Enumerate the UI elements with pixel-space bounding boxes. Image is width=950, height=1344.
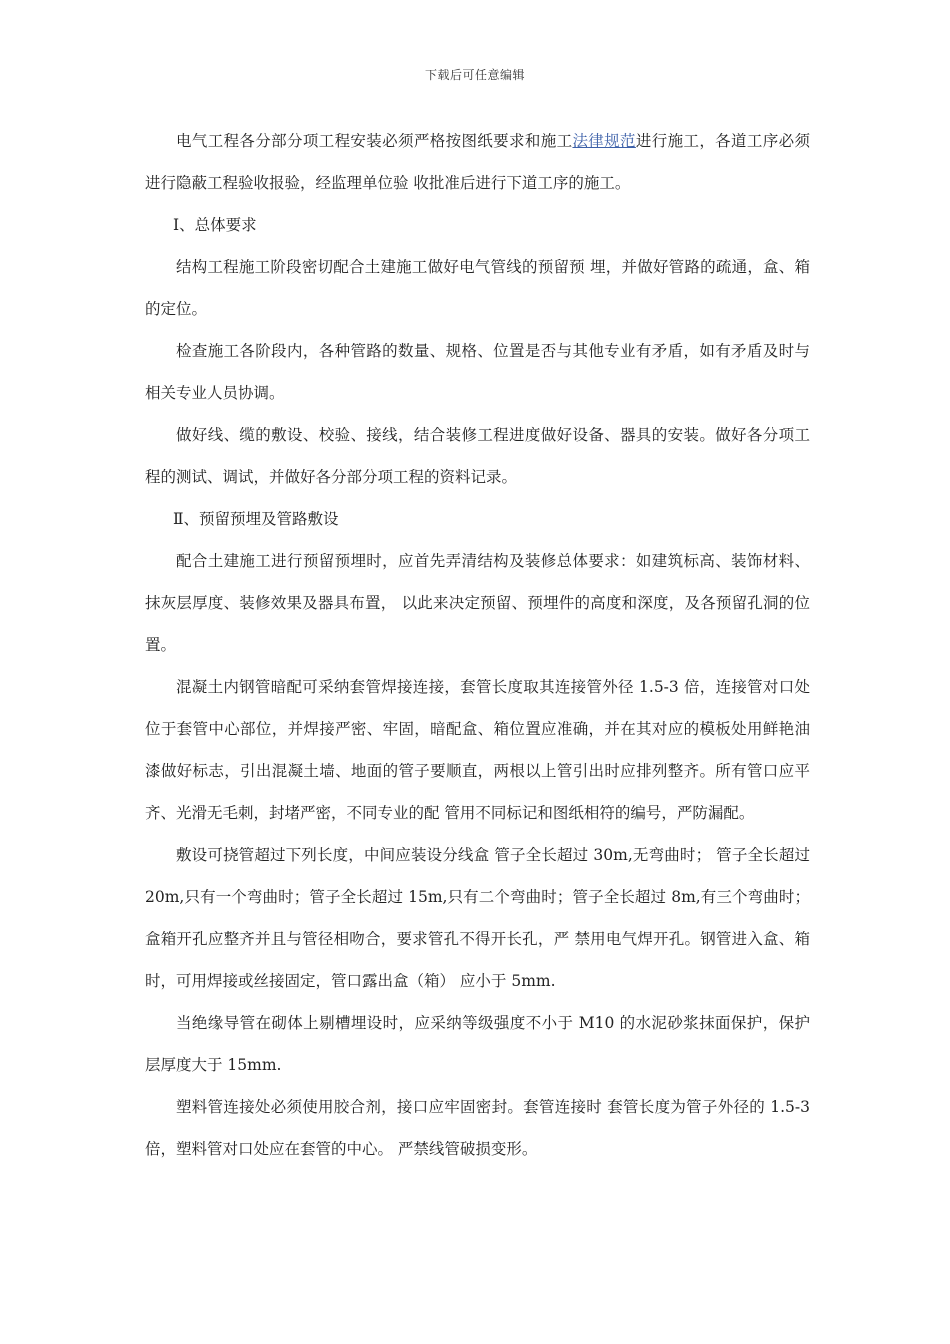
paragraph-intro-text-end: 进行施工，各道工序必须进行隐蔽工程验收报验，经监理单位验 收批准后进行下道工序的施工。 <box>145 132 810 192</box>
section-heading-general-requirements: Ⅰ、总体要求 <box>173 216 257 234</box>
section-heading-embedding-and-pipes: Ⅱ、预留预埋及管路敷设 <box>173 510 339 528</box>
paragraph-pipe-inspection: 检查施工各阶段内，各种管路的数量、规格、位置是否与其他专业有矛盾，如有矛盾及时与相关专业人员协调。 <box>145 342 810 402</box>
law-regulation-link[interactable]: 法律规范 <box>572 132 636 150</box>
paragraph-embedding-requirements: 配合土建施工进行预留预埋时，应首先弄清结构及装修总体要求：如建筑标高、装饰材料、抹灰层厚度、装修效果及器具布置， 以此来决定预留、预埋件的高度和深度，及各预留孔洞的位置。 <box>145 552 810 654</box>
document-body <box>145 120 810 1170</box>
paragraph-flexible-pipe: 敷设可挠管超过下列长度，中间应装设分线盒 管子全长超过 30m,无弯曲时； 管子全长超过 20m,只有一个弯曲时；管子全长超过 15m,只有二个弯曲时；管子全长超过 8m,有三个弯曲时；盒箱开孔应整齐并且与管径相吻合，要求管孔不得开长孔，严 禁用电气焊开孔。钢管进入盒、箱时，可用焊接或丝接固定，管口露出盒（箱） 应小于 5mm. <box>145 846 810 990</box>
page-header: 下载后可任意编辑 <box>424 68 525 82</box>
paragraph-cable-laying: 做好线、缆的敷设、校验、接线，结合装修工程进度做好设备、器具的安装。做好各分项工程的测试、调试，并做好各分部分项工程的资料记录。 <box>145 426 810 486</box>
paragraph-insulating-conduit: 当绝缘导管在砌体上剔槽埋设时，应采纳等级强度不小于 M10 的水泥砂浆抹面保护，保护层厚度大于 15mm. <box>145 1014 810 1074</box>
paragraph-intro <box>145 120 810 204</box>
paragraph-structure-coordination: 结构工程施工阶段密切配合土建施工做好电气管线的预留预 埋，并做好管路的疏通，盒、箱的定位。 <box>145 258 810 318</box>
paragraph-plastic-pipe: 塑料管连接处必须使用胶合剂，接口应牢固密封。套管连接时 套管长度为管子外径的 1.5-3 倍，塑料管对口处应在套管的中心。 严禁线管破损变形。 <box>145 1098 810 1158</box>
paragraph-steel-pipe: 混凝土内钢管暗配可采纳套管焊接连接，套管长度取其连接管外径 1.5-3 倍，连接管对口处位于套管中心部位，并焊接严密、牢固，暗配盒、箱位置应准确，并在其对应的模板处用鲜艳油漆做好标志，引出混凝土墙、地面的管子要顺直，两根以上管引出时应排列整齐。所有管口应平齐、光滑无毛刺，封堵严密，不同专业的配 管用不同标记和图纸相符的编号，严防漏配。 <box>145 678 810 822</box>
paragraph-intro-text-start: 电气工程各分部分项工程安装必须严格按图纸要求和施工 <box>176 132 573 150</box>
